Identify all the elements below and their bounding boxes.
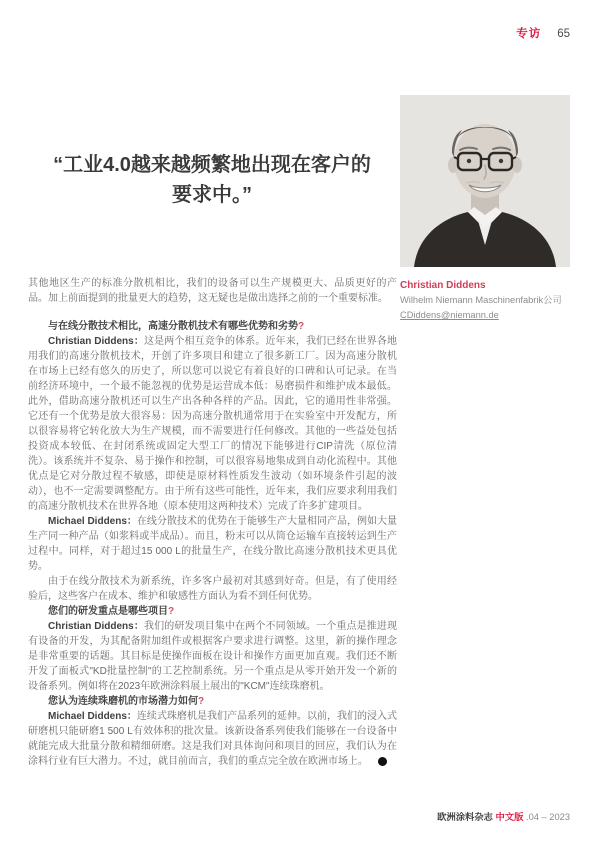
section-label: 专访 (516, 28, 542, 40)
question-heading-2 (28, 604, 397, 619)
profile-name: Christian Diddens (400, 280, 486, 291)
question-mark: ? (198, 696, 205, 707)
answer-text: 我们的研发项目集中在两个不同领域。一个重点是推进现有设备的开发，为其配备附加组件或根据客户要求进行调整。这里，新的操作理念是非常重要的话题。其目标是使操作面板在设计和操作方面更加直观。我们还不断开发了面板式"KD批量控制"的工艺控制系统。另一个重点是从零开始开发一个新的设备系列。例如将在2023年欧洲涂料展上展出的"KCM"连续珠磨机。 (28, 621, 397, 692)
answer-text: 连续式珠磨机是我们产品系列的延伸。以前，我们的浸入式研磨机只能研磨1 500 L有效体积的批次量。该新设备系列使我们能够在一台设备中就能完成大批量分散和精细研磨。这是我们对具体询问和项目的回应，我们认为在涂料行业有巨大潜力。不过，就目前而言，我们的重点完全放在欧洲市场上。 (28, 711, 398, 767)
page-number: 65 (557, 28, 570, 40)
pull-quote-line2: 要求中。” (172, 184, 252, 206)
speaker-name: Christian Diddens： (48, 336, 144, 347)
portrait-photo (400, 95, 570, 267)
article-body (28, 276, 397, 769)
question-heading-1 (28, 319, 397, 334)
page-footer (437, 809, 570, 823)
journal-name: 欧洲涂料杂志 (437, 812, 493, 822)
answer-text: 这是两个相互竞争的体系。近年来，我们已经在世界各地用我们的高速分散机技术，开创了许多项目和建立了很多新工厂。因为高速分散机在市场上已经有悠久的历史了，所以您可以说它有着良好的口碑和认可记录。在当前经济环境中，一个最不能忽视的优势是运营成本低：易磨损件和维护成本最低。此外，借助高速分散机还可以生产出各种各样的产品。因此，它的通用性非常强。它还有一个优势是放大很容易：因为高速分散机通常用于在实验室中开发配方，所以很容易将它转化放大为生产规模，而不需要进行任何修改。其他的一些益处包括投资成本较低、在封闭系统或固定大型工厂的情况下能够进行CIP清洗（原位清洗）。该系统并不复杂、易于操作和控制，可以很容易地集成到自动化流程中。其他优点是它对分散过程不敏感，即使是原材料性质发生波动（如环境条件引起的波动），也不一定需要调整配方。由于所有这些可能性，近年来，我们应要求利用我们的高速分散机技术在世界各地（原本使用这两种技术）完成了许多扩建项目。 (28, 336, 397, 512)
profile-company: Wilhelm Niemann Maschinenfabrik公司 (400, 295, 562, 305)
end-of-article-icon (378, 757, 395, 766)
issue-label: .04 – 2023 (526, 812, 570, 822)
question-heading-3 (28, 694, 397, 709)
edition-label: 中文版 (495, 812, 524, 822)
question-text: 您们的研发重点是哪些项目 (48, 606, 168, 617)
answer-paragraph (28, 574, 397, 604)
answer-text: 由于在线分散技术为新系统，许多客户最初对其感到好奇。但是，有了使用经验后，这些客户在成本、维护和敏感性方面认为看不到任何优势。 (28, 576, 397, 602)
speaker-name: Christian Diddens： (48, 621, 144, 632)
pull-quote-line1: “工业4.0越来越频繁地出现在客户的 (53, 154, 371, 176)
answer-paragraph (28, 514, 397, 574)
profile-email-link[interactable]: CDiddens@niemann.de (400, 310, 499, 320)
answer-paragraph (28, 709, 397, 769)
answer-paragraph (28, 619, 397, 694)
speaker-name: Michael Diddens： (48, 711, 137, 722)
photo-caption (400, 279, 580, 322)
portrait-photo-illustration (400, 95, 570, 267)
pull-quote (28, 150, 396, 210)
question-text: 您认为连续珠磨机的市场潜力如何 (48, 696, 198, 707)
answer-text: 在线分散技术的优势在于能够生产大量相同产品，例如大量生产同一种产品（如浆料或半成品）。而且，粉末可以从筒仓运输车直接转运到生产过程中。同样，对于超过15 000 L的批量生产，在线分散比高速分散机技术更具优势。 (28, 516, 398, 572)
question-mark: ? (168, 606, 175, 617)
page-header (516, 25, 570, 41)
answer-paragraph (28, 334, 397, 514)
speaker-name: Michael Diddens： (48, 516, 137, 527)
question-text: 与在线分散技术相比，高速分散机技术有哪些优势和劣势 (48, 321, 298, 332)
end-of-article-glyph: ◀ (390, 757, 395, 764)
question-mark: ? (298, 321, 305, 332)
intro-paragraph: 其他地区生产的标准分散机相比，我们的设备可以生产规模更大、品质更好的产品。加上前面提到的批量更大的趋势，这无疑也是做出选择之前的一个重要标准。 (28, 278, 397, 304)
